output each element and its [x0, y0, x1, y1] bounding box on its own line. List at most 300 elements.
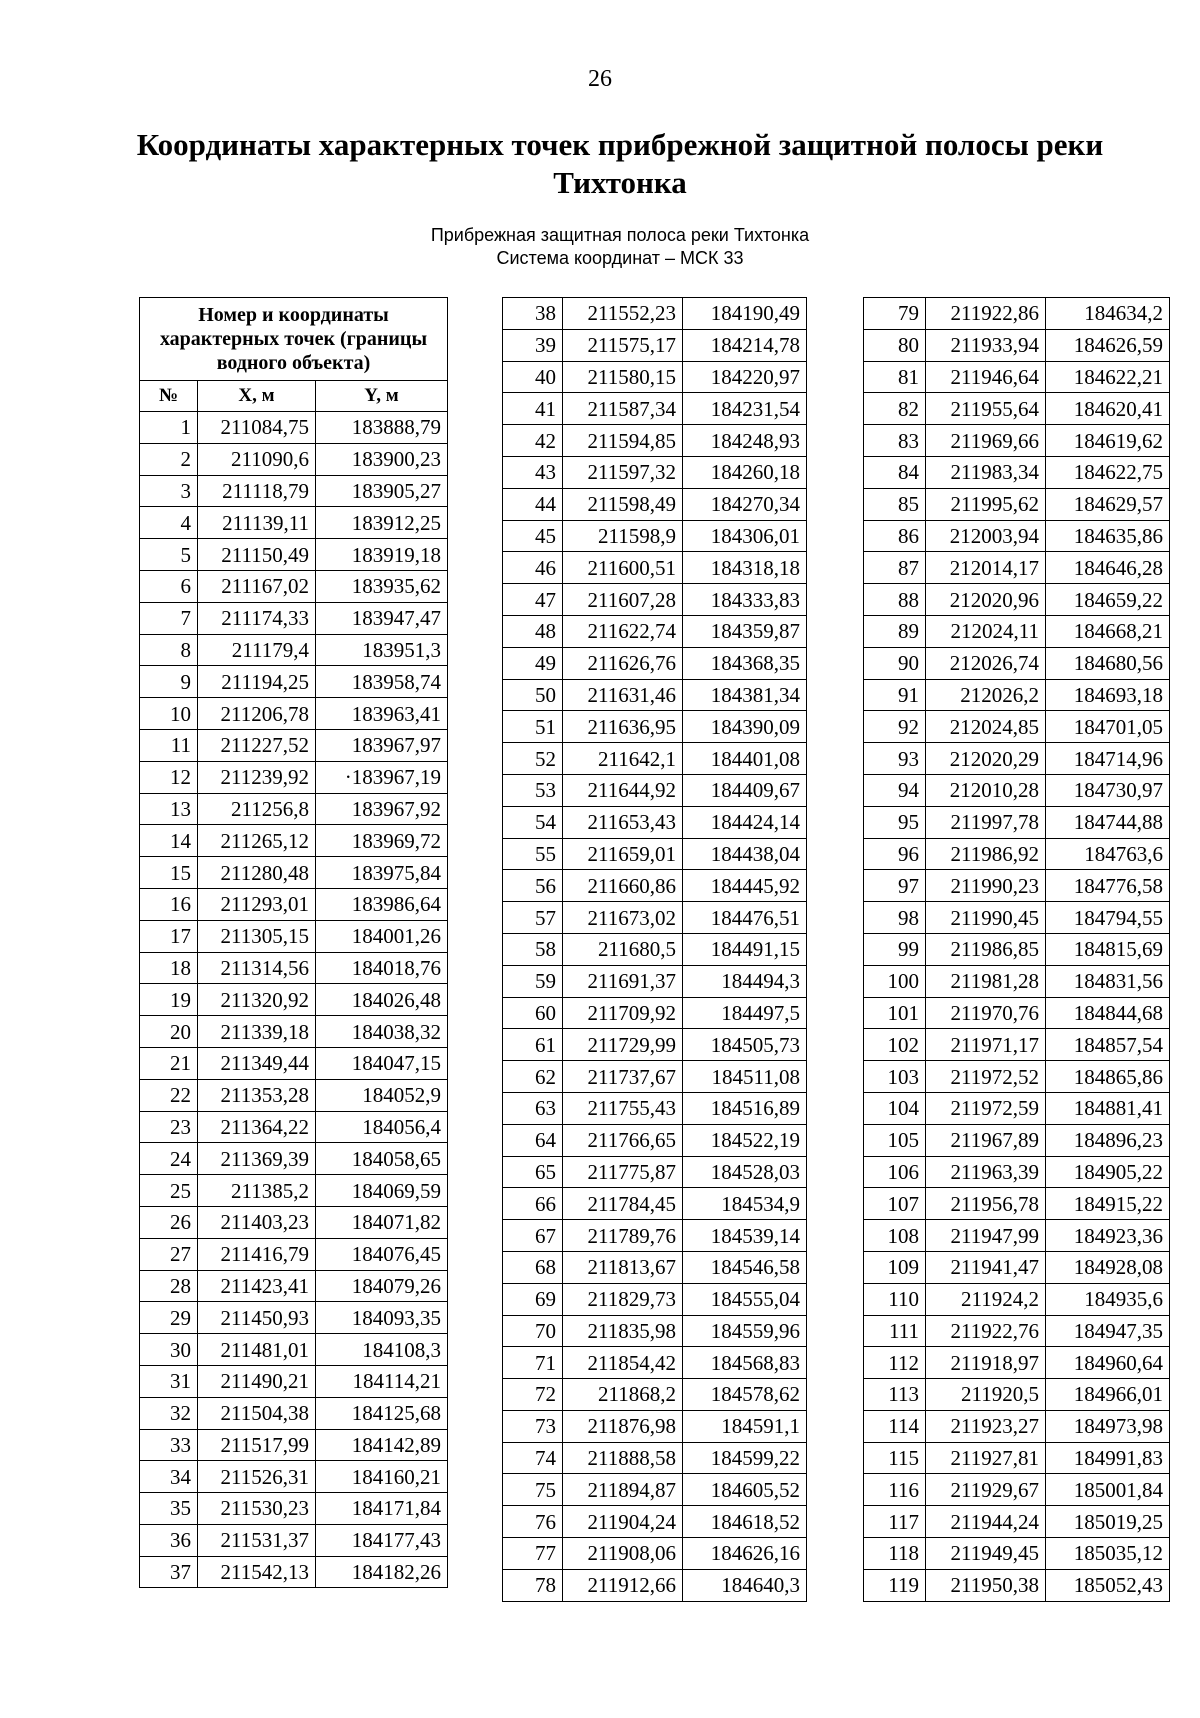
- table-row: [503, 615, 807, 647]
- coordinates-table-3: [863, 297, 1170, 1602]
- table-row: [140, 634, 448, 666]
- point-x: 211194,25: [198, 666, 316, 698]
- document-subtitle: [380, 224, 860, 270]
- table-row: [503, 806, 807, 838]
- table-row: [864, 647, 1170, 679]
- point-number: 73: [503, 1410, 563, 1442]
- point-number: 86: [864, 520, 926, 552]
- point-y: 183963,41: [316, 698, 448, 730]
- point-y: 184248,93: [683, 425, 807, 457]
- point-x: 211908,06: [563, 1538, 683, 1570]
- point-y: 184605,52: [683, 1474, 807, 1506]
- table-row: [503, 1124, 807, 1156]
- point-y: 184794,55: [1046, 902, 1170, 934]
- table-row: [864, 1506, 1170, 1538]
- point-y: 184390,09: [683, 711, 807, 743]
- point-x: 211598,9: [563, 520, 683, 552]
- point-number: 56: [503, 870, 563, 902]
- table-group-header: Номер и координаты характерных точек (границы водного объекта): [140, 298, 448, 381]
- point-x: 211594,85: [563, 425, 683, 457]
- point-y: 184220,97: [683, 361, 807, 393]
- table-row: [864, 1061, 1170, 1093]
- point-y: 184844,68: [1046, 997, 1170, 1029]
- table-row: [864, 1220, 1170, 1252]
- point-x: 211894,87: [563, 1474, 683, 1506]
- point-x: 211922,86: [926, 298, 1046, 330]
- table-row: [864, 997, 1170, 1029]
- table-row: [864, 1188, 1170, 1220]
- table-row: [864, 1410, 1170, 1442]
- point-number: 83: [864, 425, 926, 457]
- point-y: 184270,34: [683, 488, 807, 520]
- point-y: 184494,3: [683, 965, 807, 997]
- point-number: 49: [503, 647, 563, 679]
- point-y: 184640,3: [683, 1569, 807, 1601]
- point-number: 93: [864, 743, 926, 775]
- point-number: 50: [503, 679, 563, 711]
- point-x: 211927,81: [926, 1442, 1046, 1474]
- point-x: 211997,78: [926, 806, 1046, 838]
- point-y: 183958,74: [316, 666, 448, 698]
- point-y: 184142,89: [316, 1429, 448, 1461]
- point-x: 211920,5: [926, 1379, 1046, 1411]
- point-y: 184634,2: [1046, 298, 1170, 330]
- point-y: 184260,18: [683, 456, 807, 488]
- point-number: 39: [503, 329, 563, 361]
- point-number: 47: [503, 584, 563, 616]
- point-x: 212014,17: [926, 552, 1046, 584]
- table-row: [140, 1461, 448, 1493]
- table-row: [503, 1538, 807, 1570]
- point-number: 10: [140, 698, 198, 730]
- point-number: 65: [503, 1156, 563, 1188]
- point-number: 55: [503, 838, 563, 870]
- point-number: 97: [864, 870, 926, 902]
- table-row: [503, 902, 807, 934]
- page-number: 26: [588, 66, 612, 92]
- table-row: [864, 870, 1170, 902]
- table-row: [503, 1061, 807, 1093]
- table-row: [503, 997, 807, 1029]
- column-header-number: №: [140, 381, 198, 412]
- point-x: 211868,2: [563, 1379, 683, 1411]
- point-y: 183935,62: [316, 570, 448, 602]
- table-row: [140, 793, 448, 825]
- point-y: 183986,64: [316, 888, 448, 920]
- point-x: 211986,92: [926, 838, 1046, 870]
- point-number: 33: [140, 1429, 198, 1461]
- point-y: 184659,22: [1046, 584, 1170, 616]
- point-y: 184947,35: [1046, 1315, 1170, 1347]
- point-x: 211403,23: [198, 1206, 316, 1238]
- table-row: [864, 1251, 1170, 1283]
- point-number: 36: [140, 1524, 198, 1556]
- point-y: 184559,96: [683, 1315, 807, 1347]
- point-number: 72: [503, 1379, 563, 1411]
- point-x: 211600,51: [563, 552, 683, 584]
- point-x: 212003,94: [926, 520, 1046, 552]
- point-y: 184214,78: [683, 329, 807, 361]
- point-x: 211636,95: [563, 711, 683, 743]
- point-number: 9: [140, 666, 198, 698]
- table-row: [864, 806, 1170, 838]
- point-y: 184182,26: [316, 1556, 448, 1588]
- point-x: 211956,78: [926, 1188, 1046, 1220]
- table-row: [864, 1569, 1170, 1601]
- point-number: 67: [503, 1220, 563, 1252]
- table-row: [503, 1379, 807, 1411]
- point-y: 184001,26: [316, 920, 448, 952]
- point-y: 184668,21: [1046, 615, 1170, 647]
- point-number: 12: [140, 761, 198, 793]
- table-row: [140, 1493, 448, 1525]
- table-row: [503, 711, 807, 743]
- point-y: 184528,03: [683, 1156, 807, 1188]
- table-row: [864, 552, 1170, 584]
- point-y: 183947,47: [316, 602, 448, 634]
- point-y: 183969,72: [316, 825, 448, 857]
- point-y: 184578,62: [683, 1379, 807, 1411]
- table-row: [503, 743, 807, 775]
- point-number: 15: [140, 857, 198, 889]
- point-x: 211680,5: [563, 933, 683, 965]
- point-x: 211967,89: [926, 1124, 1046, 1156]
- point-y: 184424,14: [683, 806, 807, 838]
- point-number: 75: [503, 1474, 563, 1506]
- point-x: 211167,02: [198, 570, 316, 602]
- point-number: 32: [140, 1397, 198, 1429]
- point-number: 46: [503, 552, 563, 584]
- subtitle-line-2: Система координат – МСК 33: [496, 248, 744, 268]
- table-row: [503, 1283, 807, 1315]
- point-x: 211944,24: [926, 1506, 1046, 1538]
- point-number: 108: [864, 1220, 926, 1252]
- point-x: 212024,85: [926, 711, 1046, 743]
- point-x: 212026,74: [926, 647, 1046, 679]
- point-x: 211174,33: [198, 602, 316, 634]
- point-y: 184052,9: [316, 1079, 448, 1111]
- point-y: 184591,1: [683, 1410, 807, 1442]
- point-y: 183912,25: [316, 507, 448, 539]
- point-x: 211775,87: [563, 1156, 683, 1188]
- point-y: 184905,22: [1046, 1156, 1170, 1188]
- point-x: 211530,23: [198, 1493, 316, 1525]
- point-number: 3: [140, 475, 198, 507]
- point-y: 184231,54: [683, 393, 807, 425]
- point-y: 183951,3: [316, 634, 448, 666]
- point-y: 184928,08: [1046, 1251, 1170, 1283]
- coordinates-table-1: [139, 297, 448, 1588]
- point-y: 184896,23: [1046, 1124, 1170, 1156]
- point-y: 184680,56: [1046, 647, 1170, 679]
- point-x: 211912,66: [563, 1569, 683, 1601]
- point-y: 183919,18: [316, 539, 448, 571]
- point-y: 184534,9: [683, 1188, 807, 1220]
- point-x: 211813,67: [563, 1251, 683, 1283]
- table-row: [140, 507, 448, 539]
- point-number: 62: [503, 1061, 563, 1093]
- table-row: [140, 1270, 448, 1302]
- point-number: 18: [140, 952, 198, 984]
- table-row: [503, 1569, 807, 1601]
- point-y: 184071,82: [316, 1206, 448, 1238]
- point-number: 40: [503, 361, 563, 393]
- point-x: 211587,34: [563, 393, 683, 425]
- table-row: [140, 857, 448, 889]
- point-y: 184491,15: [683, 933, 807, 965]
- table-row: [864, 1474, 1170, 1506]
- point-number: 104: [864, 1092, 926, 1124]
- point-x: 211084,75: [198, 412, 316, 444]
- point-number: 99: [864, 933, 926, 965]
- table-row: [140, 475, 448, 507]
- point-y: 184476,51: [683, 902, 807, 934]
- point-y: 184744,88: [1046, 806, 1170, 838]
- point-x: 211784,45: [563, 1188, 683, 1220]
- point-y: 184973,98: [1046, 1410, 1170, 1442]
- point-y: 184359,87: [683, 615, 807, 647]
- point-number: 111: [864, 1315, 926, 1347]
- table-row: [503, 774, 807, 806]
- point-y: 184701,05: [1046, 711, 1170, 743]
- point-y: 183905,27: [316, 475, 448, 507]
- point-x: 211709,92: [563, 997, 683, 1029]
- table-row: [864, 711, 1170, 743]
- point-x: 211622,74: [563, 615, 683, 647]
- point-x: 211206,78: [198, 698, 316, 730]
- point-number: 61: [503, 1029, 563, 1061]
- point-y: 185001,84: [1046, 1474, 1170, 1506]
- point-y: 184618,52: [683, 1506, 807, 1538]
- table-row: [503, 584, 807, 616]
- point-number: 16: [140, 888, 198, 920]
- point-y: 184646,28: [1046, 552, 1170, 584]
- point-number: 24: [140, 1143, 198, 1175]
- point-y: 185019,25: [1046, 1506, 1170, 1538]
- point-y: 183967,97: [316, 729, 448, 761]
- point-x: 211660,86: [563, 870, 683, 902]
- point-x: 211933,94: [926, 329, 1046, 361]
- point-y: 184763,6: [1046, 838, 1170, 870]
- point-y: 184079,26: [316, 1270, 448, 1302]
- table-row: [864, 933, 1170, 965]
- table-row: [140, 1016, 448, 1048]
- point-x: 211990,45: [926, 902, 1046, 934]
- point-y: 184619,62: [1046, 425, 1170, 457]
- point-x: 211552,23: [563, 298, 683, 330]
- point-x: 211835,98: [563, 1315, 683, 1347]
- point-x: 211737,67: [563, 1061, 683, 1093]
- point-number: 116: [864, 1474, 926, 1506]
- point-number: 85: [864, 488, 926, 520]
- point-number: 102: [864, 1029, 926, 1061]
- point-x: 211924,2: [926, 1283, 1046, 1315]
- table-row: [864, 615, 1170, 647]
- table-row: [140, 1334, 448, 1366]
- point-number: 22: [140, 1079, 198, 1111]
- point-y: 184865,86: [1046, 1061, 1170, 1093]
- point-y: 184555,04: [683, 1283, 807, 1315]
- point-x: 212026,2: [926, 679, 1046, 711]
- point-x: 211829,73: [563, 1283, 683, 1315]
- point-y: 183967,92: [316, 793, 448, 825]
- table-row: [140, 443, 448, 475]
- point-x: 211986,85: [926, 933, 1046, 965]
- point-x: 211598,49: [563, 488, 683, 520]
- column-header-y: Y, м: [316, 381, 448, 412]
- table-row: [864, 1538, 1170, 1570]
- point-x: 211369,39: [198, 1143, 316, 1175]
- point-y: 184160,21: [316, 1461, 448, 1493]
- point-number: 28: [140, 1270, 198, 1302]
- point-y: 184693,18: [1046, 679, 1170, 711]
- point-y: 184368,35: [683, 647, 807, 679]
- table-row: [503, 1315, 807, 1347]
- point-y: 184038,32: [316, 1016, 448, 1048]
- table-row: [864, 456, 1170, 488]
- table-row: [864, 965, 1170, 997]
- point-number: 82: [864, 393, 926, 425]
- point-x: 211139,11: [198, 507, 316, 539]
- point-number: 53: [503, 774, 563, 806]
- point-x: 211950,38: [926, 1569, 1046, 1601]
- point-number: 66: [503, 1188, 563, 1220]
- point-y: 184714,96: [1046, 743, 1170, 775]
- point-x: 211481,01: [198, 1334, 316, 1366]
- point-x: 211314,56: [198, 952, 316, 984]
- point-y: 184171,84: [316, 1493, 448, 1525]
- point-x: 211972,59: [926, 1092, 1046, 1124]
- point-number: 30: [140, 1334, 198, 1366]
- table-row: [864, 902, 1170, 934]
- point-x: 211673,02: [563, 902, 683, 934]
- point-y: 185052,43: [1046, 1569, 1170, 1601]
- point-number: 21: [140, 1047, 198, 1079]
- point-number: 27: [140, 1238, 198, 1270]
- table-row: [140, 888, 448, 920]
- point-number: 64: [503, 1124, 563, 1156]
- table-row: [140, 412, 448, 444]
- table-row: [503, 1188, 807, 1220]
- point-y: 184381,34: [683, 679, 807, 711]
- table-row: [503, 361, 807, 393]
- point-x: 211929,67: [926, 1474, 1046, 1506]
- point-number: 69: [503, 1283, 563, 1315]
- point-number: 48: [503, 615, 563, 647]
- point-number: 113: [864, 1379, 926, 1411]
- point-x: 211729,99: [563, 1029, 683, 1061]
- point-number: 76: [503, 1506, 563, 1538]
- point-y: 184730,97: [1046, 774, 1170, 806]
- point-y: 184190,49: [683, 298, 807, 330]
- table-row: [140, 666, 448, 698]
- point-x: 211542,13: [198, 1556, 316, 1588]
- point-number: 8: [140, 634, 198, 666]
- point-y: 184177,43: [316, 1524, 448, 1556]
- table-row: [864, 298, 1170, 330]
- point-y: 184599,22: [683, 1442, 807, 1474]
- point-number: 7: [140, 602, 198, 634]
- point-number: 20: [140, 1016, 198, 1048]
- table-row: [864, 488, 1170, 520]
- point-y: 184881,41: [1046, 1092, 1170, 1124]
- point-number: 80: [864, 329, 926, 361]
- table-row: [864, 1347, 1170, 1379]
- point-y: 184568,83: [683, 1347, 807, 1379]
- point-y: 184047,15: [316, 1047, 448, 1079]
- point-y: 184445,92: [683, 870, 807, 902]
- table-row: [503, 393, 807, 425]
- point-y: 184622,21: [1046, 361, 1170, 393]
- table-row: [140, 1524, 448, 1556]
- point-x: 211888,58: [563, 1442, 683, 1474]
- point-number: 5: [140, 539, 198, 571]
- point-x: 211353,28: [198, 1079, 316, 1111]
- point-y: 184056,4: [316, 1111, 448, 1143]
- point-x: 211293,01: [198, 888, 316, 920]
- point-y: 184108,3: [316, 1334, 448, 1366]
- point-x: 211423,41: [198, 1270, 316, 1302]
- point-y: 184522,19: [683, 1124, 807, 1156]
- point-x: 211941,47: [926, 1251, 1046, 1283]
- point-number: 117: [864, 1506, 926, 1538]
- table-row: [503, 552, 807, 584]
- point-x: 211626,76: [563, 647, 683, 679]
- point-x: 211972,52: [926, 1061, 1046, 1093]
- point-number: 112: [864, 1347, 926, 1379]
- point-x: 211320,92: [198, 984, 316, 1016]
- point-x: 211385,2: [198, 1175, 316, 1207]
- table-row: [503, 933, 807, 965]
- point-y: 184497,5: [683, 997, 807, 1029]
- point-x: 211580,15: [563, 361, 683, 393]
- point-y: 184438,04: [683, 838, 807, 870]
- point-number: 68: [503, 1251, 563, 1283]
- table-row: [864, 1092, 1170, 1124]
- point-y: 184991,83: [1046, 1442, 1170, 1474]
- point-number: 41: [503, 393, 563, 425]
- point-number: 57: [503, 902, 563, 934]
- point-y: ·183967,19: [316, 761, 448, 793]
- table-row: [503, 329, 807, 361]
- coordinates-table-2: [502, 297, 807, 1602]
- table-row: [140, 761, 448, 793]
- point-y: 184333,83: [683, 584, 807, 616]
- point-x: 211854,42: [563, 1347, 683, 1379]
- table-row: [864, 1442, 1170, 1474]
- table-row: [503, 647, 807, 679]
- point-number: 1: [140, 412, 198, 444]
- point-x: 211607,28: [563, 584, 683, 616]
- table-row: [140, 1429, 448, 1461]
- point-x: 211949,45: [926, 1538, 1046, 1570]
- point-x: 211239,92: [198, 761, 316, 793]
- table-row: [503, 520, 807, 552]
- point-number: 44: [503, 488, 563, 520]
- point-number: 96: [864, 838, 926, 870]
- point-number: 2: [140, 443, 198, 475]
- point-number: 4: [140, 507, 198, 539]
- point-x: 211981,28: [926, 965, 1046, 997]
- point-number: 77: [503, 1538, 563, 1570]
- point-number: 14: [140, 825, 198, 857]
- column-header-x: X, м: [198, 381, 316, 412]
- point-y: 184505,73: [683, 1029, 807, 1061]
- table-row: [503, 1442, 807, 1474]
- point-number: 95: [864, 806, 926, 838]
- point-x: 212020,29: [926, 743, 1046, 775]
- point-number: 25: [140, 1175, 198, 1207]
